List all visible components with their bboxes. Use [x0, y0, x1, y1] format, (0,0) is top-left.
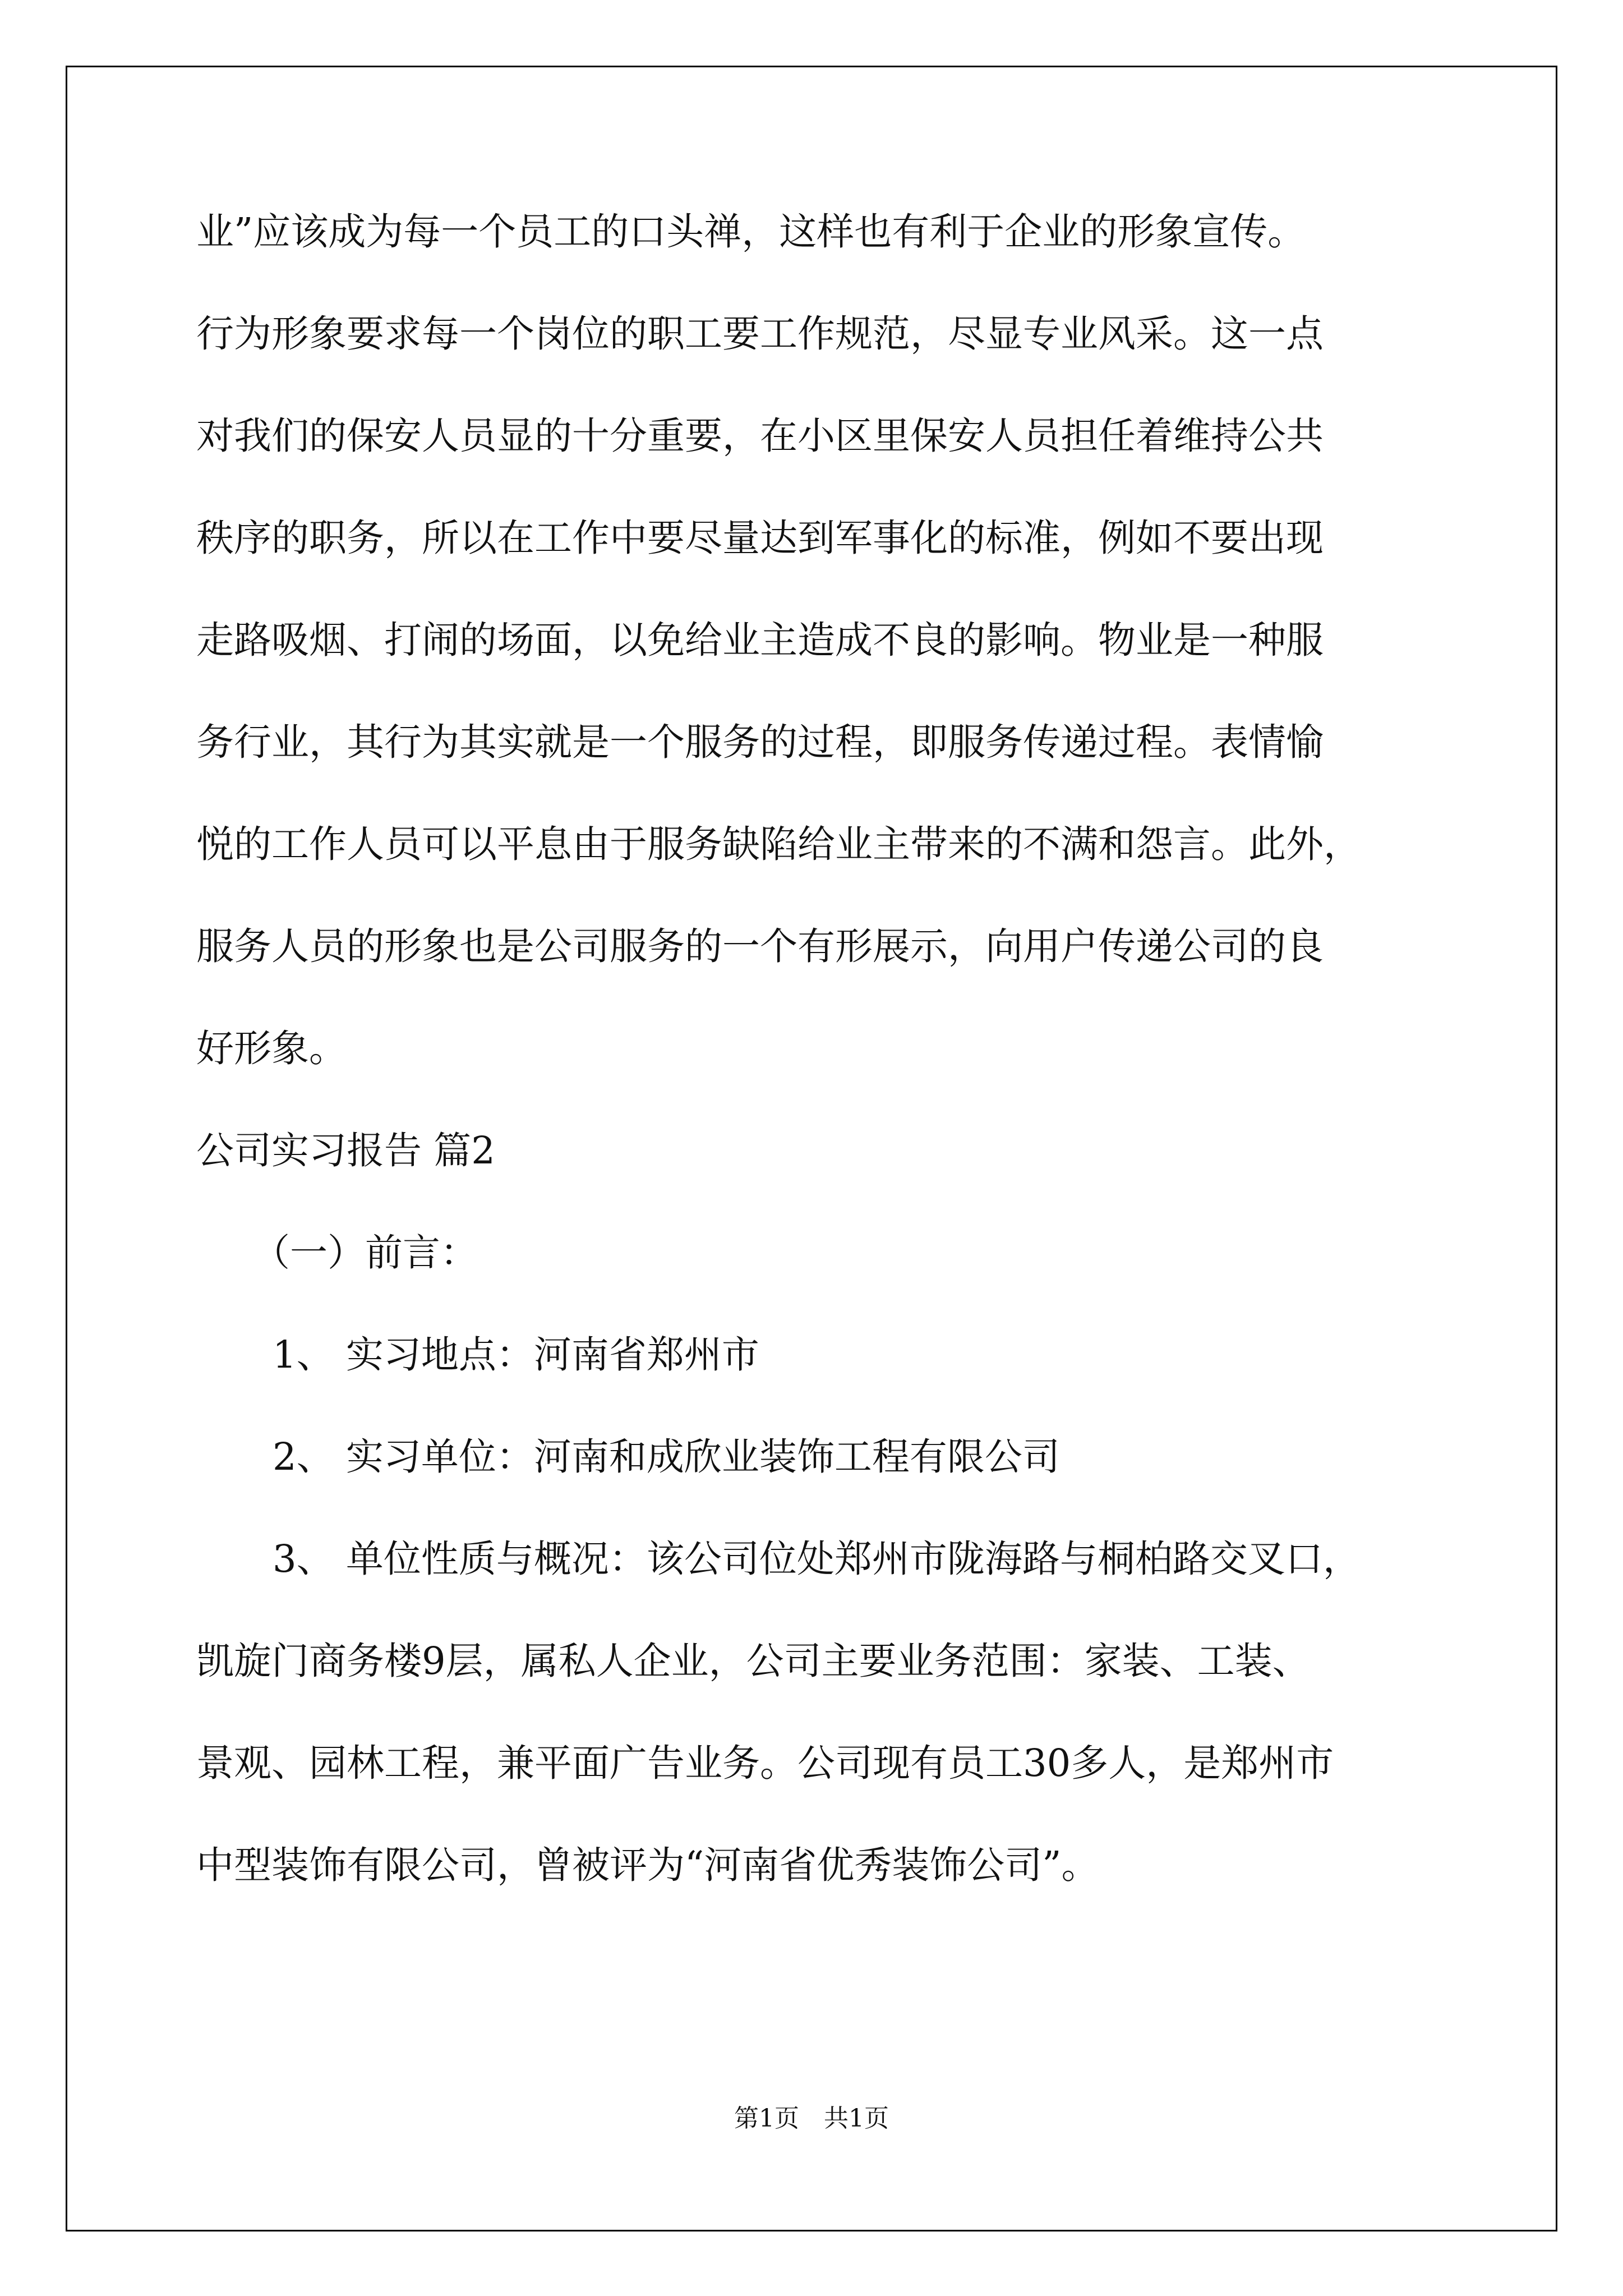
list-item: 2、 实习单位：河南和成欣业装饰工程有限公司: [273, 1435, 1060, 1479]
paragraph-line: 悦的工作人员可以平息由于服务缺陷给业主带来的不满和怨言。此外，: [196, 822, 1361, 866]
paragraph-line: 服务人员的形象也是公司服务的一个有形展示，向用户传递公司的良: [196, 924, 1324, 968]
paragraph-line: 行为形象要求每一个岗位的职工要工作规范，尽显专业风采。这一点: [196, 312, 1324, 356]
list-item: 3、 单位性质与概况：该公司位处郑州市陇海路与桐柏路交叉口，: [273, 1537, 1361, 1581]
paragraph-line: 景观、园林工程，兼平面广告业务。公司现有员工30多人，是郑州市: [196, 1741, 1334, 1785]
paragraph-line: 对我们的保安人员显的十分重要，在小区里保安人员担任着维持公共: [196, 414, 1324, 458]
paragraph-line: 好形象。: [196, 1027, 347, 1070]
list-item: 1、 实习地点：河南省郑州市: [273, 1333, 759, 1377]
paragraph-line: 走路吸烟、打闹的场面，以免给业主造成不良的影响。物业是一种服: [196, 618, 1324, 662]
paragraph-line: 务行业，其行为其实就是一个服务的过程，即服务传递过程。表情愉: [196, 720, 1324, 764]
page-number-footer: 第1页 共1页: [734, 2104, 889, 2133]
paragraph-line: 业”应该成为每一个员工的口头禅，这样也有利于企业的形象宣传。: [196, 210, 1306, 254]
paragraph-line: 凯旋门商务楼9层，属私人企业，公司主要业务范围：家装、工装、: [196, 1639, 1310, 1683]
section-heading: 公司实习报告 篇2: [196, 1129, 495, 1172]
paragraph-line: 中型装饰有限公司，曾被评为“河南省优秀装饰公司”。: [196, 1843, 1099, 1887]
preface-label: （一）前言：: [252, 1231, 478, 1274]
paragraph-line: 秩序的职务，所以在工作中要尽量达到军事化的标准，例如不要出现: [196, 516, 1324, 560]
